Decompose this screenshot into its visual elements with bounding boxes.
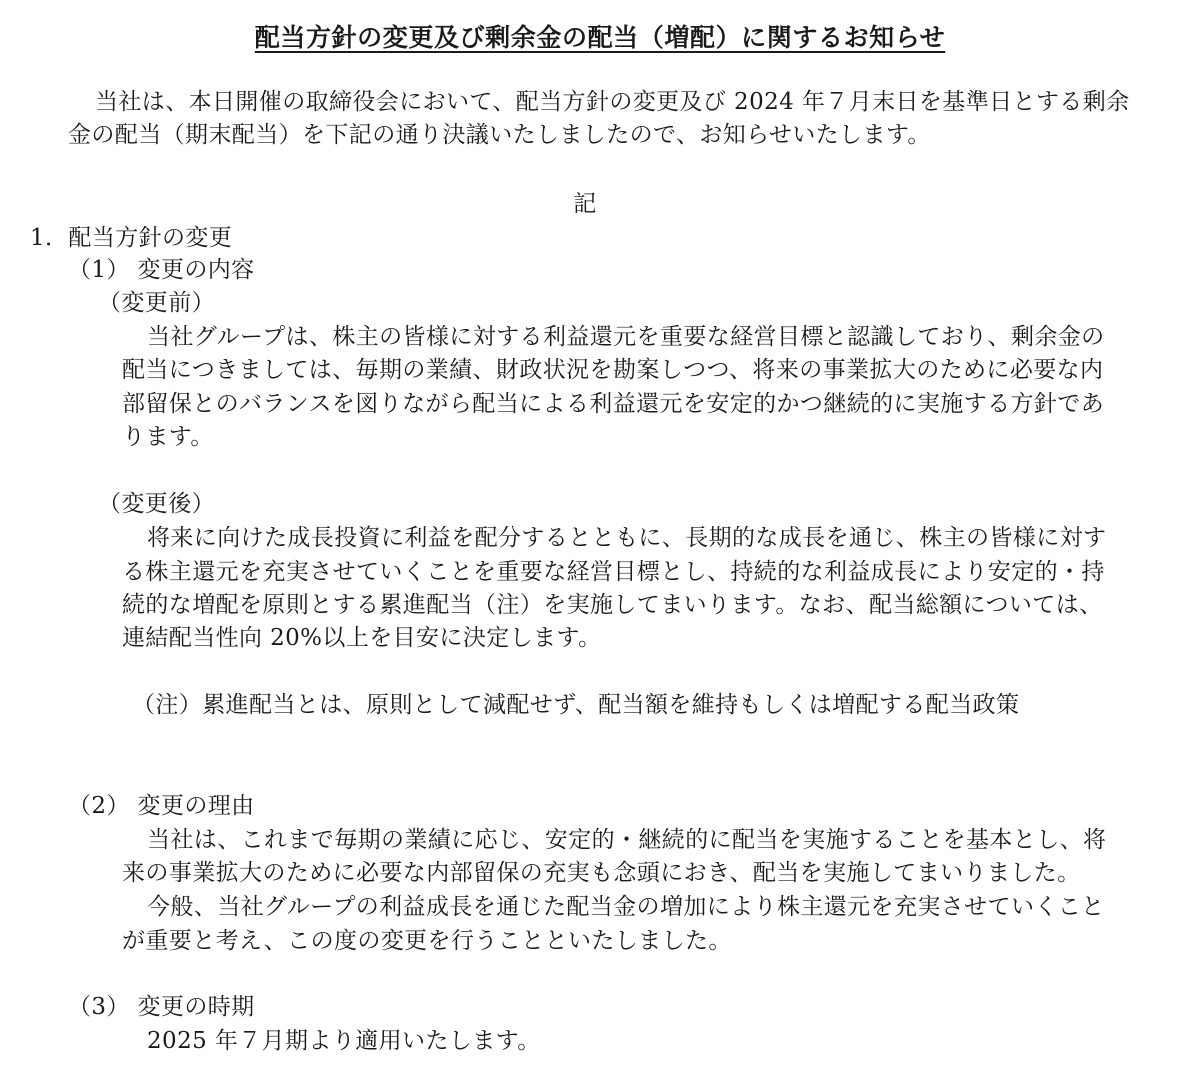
progressive-dividend-note: （注）累進配当とは、原則として減配せず、配当額を維持もしくは増配する配当政策 (132, 692, 1020, 718)
reason-text-line: 来の事業拡大のために必要な内部留保の充実も念頭におき、配当を実施してまいりました。 (122, 860, 1081, 886)
intro-paragraph-line-2: 金の配当（期末配当）を下記の通り決議いたしましたので、お知らせいたします。 (68, 122, 931, 148)
after-text-line: る株主還元を充実させていくことを重要な経営目標とし、持続的な利益成長により安定的・持 (122, 559, 1105, 585)
reason-text-line: 今般、当社グループの利益成長を通じた配当金の増加により株主還元を充実させていくこと (147, 894, 1105, 920)
before-text-line: ります。 (122, 424, 214, 450)
ki-heading: 記 (573, 191, 597, 217)
after-label: （変更後） (98, 491, 215, 517)
intro-paragraph-line-1: 当社は、本日開催の取締役会において、配当方針の変更及び 2024 年７月末日を基準日とする剰余 (95, 89, 1130, 115)
after-text-line: 将来に向けた成長投資に利益を配分するとともに、長期的な成長を通じ、株主の皆様に対す (147, 525, 1107, 551)
after-text-line: 連結配当性向 20%以上を目安に決定します。 (122, 625, 602, 651)
before-text-line: 当社グループは、株主の皆様に対する利益還元を重要な経営目標と認識しており、剰余金の (147, 324, 1105, 350)
document-title: 配当方針の変更及び剰余金の配当（増配）に関するお知らせ (254, 23, 946, 52)
subsection-3-heading: （3） 変更の時期 (68, 994, 255, 1020)
subsection-1-heading: （1） 変更の内容 (68, 257, 255, 283)
section-1-heading: 1．配当方針の変更 (30, 225, 233, 251)
before-text-line: 配当につきましては、毎期の業績、財政状況を勘案しつつ、将来の事業拡大のために必要な内 (122, 357, 1104, 383)
reason-text-line: 当社は、これまで毎期の業績に応じ、安定的・継続的に配当を実施することを基本とし、将 (147, 827, 1107, 853)
subsection-2-heading: （2） 変更の理由 (68, 793, 255, 819)
before-label: （変更前） (98, 290, 215, 316)
timing-text: 2025 年７月期より適用いたします。 (147, 1028, 541, 1054)
reason-text-line: が重要と考え、この度の変更を行うことといたしました。 (122, 928, 732, 954)
after-text-line: 続的な増配を原則とする累進配当（注）を実施してまいります。なお、配当総額については、 (122, 592, 1103, 618)
before-text-line: 部留保とのバランスを図りながら配当による利益還元を安定的かつ継続的に実施する方針であ (122, 391, 1105, 417)
